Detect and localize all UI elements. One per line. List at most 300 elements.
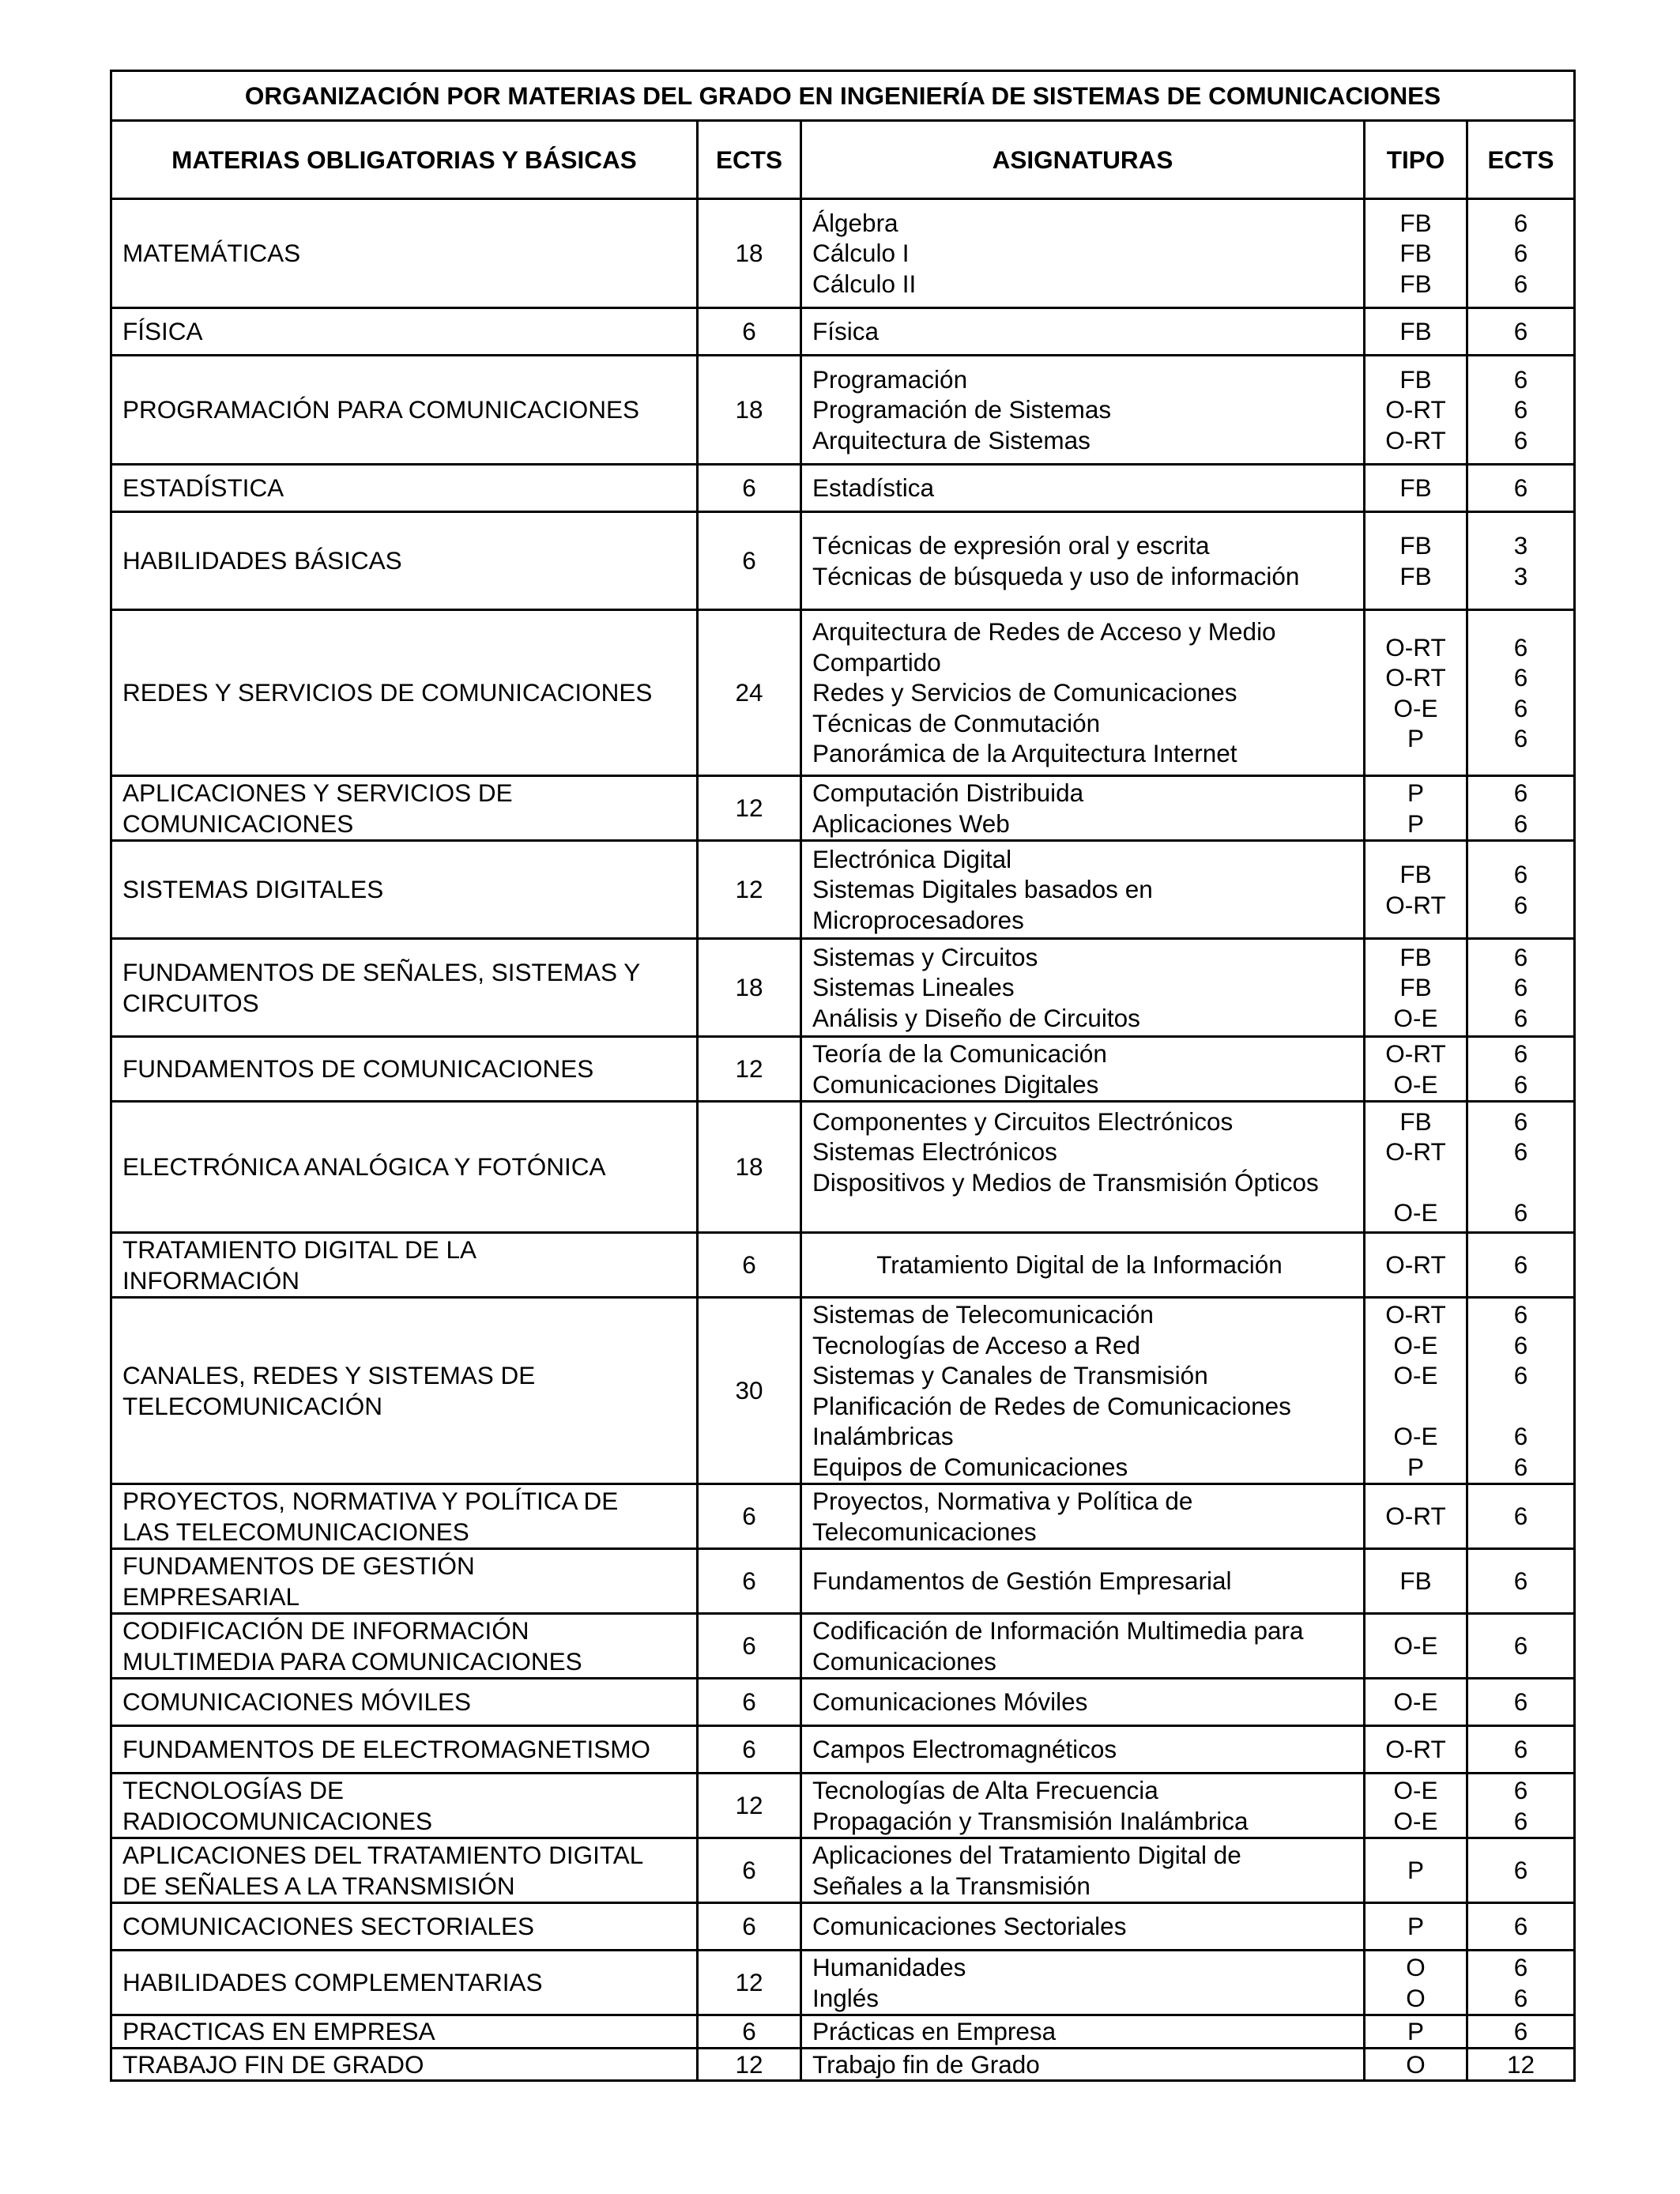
tipo-value: FB <box>1399 942 1432 971</box>
table-row <box>111 776 1575 841</box>
header-asignaturas: ASIGNATURAS <box>801 121 1365 199</box>
asignaturas-cell <box>801 1903 1365 1951</box>
asignaturas-cell <box>801 1679 1365 1726</box>
asignatura-ects: 6 <box>1513 1776 1528 1804</box>
materia-ects: 30 <box>698 1298 801 1484</box>
materia-name: CANALES, REDES Y SISTEMAS DE <box>122 1361 536 1389</box>
asignatura-ects: 6 <box>1513 1137 1528 1166</box>
table-body <box>111 199 1575 2081</box>
asignaturas-cell <box>801 1951 1365 2015</box>
tipo-cell <box>1365 939 1467 1037</box>
tipo-value: O-RT <box>1385 425 1446 454</box>
materia-name: FÍSICA <box>122 317 203 346</box>
asignatura-name: Técnicas de Conmutación <box>812 708 1101 737</box>
asignatura-name: Aplicaciones del Tratamiento Digital de <box>812 1841 1241 1869</box>
tipo-value: P <box>1407 1452 1424 1481</box>
tipo-cell <box>1365 841 1467 939</box>
asignatura-ects: 6 <box>1513 809 1528 838</box>
asignatura-name: Programación de Sistemas <box>812 395 1112 424</box>
asignatura-ects: 6 <box>1513 1250 1528 1280</box>
tipo-value: FB <box>1399 208 1432 237</box>
asignaturas-cell <box>801 1484 1365 1549</box>
asignatura-ects: 6 <box>1513 942 1528 971</box>
tipo-value: O <box>1406 1983 1426 2012</box>
materia-name: APLICACIONES DEL TRATAMIENTO DIGITAL <box>122 1841 644 1869</box>
asignatura-name: Sistemas y Canales de Transmisión <box>812 1361 1208 1389</box>
asignatura-ects: 6 <box>1513 1452 1528 1481</box>
table-row <box>111 1102 1575 1233</box>
materia-cell <box>111 939 698 1037</box>
asignatura-ects: 6 <box>1513 239 1528 268</box>
tipo-cell <box>1365 1037 1467 1102</box>
tipo-cell <box>1365 2015 1467 2049</box>
tipo-value: P <box>1407 1912 1424 1941</box>
asignatura-ects: 6 <box>1513 632 1528 662</box>
materia-name: ESTADÍSTICA <box>122 473 284 503</box>
asignatura-name: Sistemas Digitales basados en <box>812 875 1153 904</box>
tipo-value: O-E <box>1393 1003 1438 1032</box>
tipo-value: FB <box>1399 973 1432 1002</box>
asignatura-name: Cálculo I <box>812 239 910 268</box>
materia-name: MATEMÁTICAS <box>122 239 301 268</box>
asignatura-ects-cell <box>1467 465 1575 512</box>
materia-name: HABILIDADES BÁSICAS <box>122 546 402 575</box>
materia-cell <box>111 512 698 610</box>
table-row <box>111 199 1575 308</box>
asignatura-name: Sistemas Lineales <box>812 973 1015 1002</box>
tipo-value: O <box>1406 2049 1426 2079</box>
table-title: ORGANIZACIÓN POR MATERIAS DEL GRADO EN INGENIERÍA DE SISTEMAS DE COMUNICACIONES <box>111 71 1575 121</box>
materia-name: ELECTRÓNICA ANALÓGICA Y FOTÓNICA <box>122 1152 606 1182</box>
asignatura-name: Comunicaciones Digitales <box>812 1069 1099 1099</box>
materia-name: SISTEMAS DIGITALES <box>122 875 384 904</box>
tipo-value: O-E <box>1393 1776 1438 1804</box>
asignatura-name: Fundamentos de Gestión Empresarial <box>812 1566 1232 1596</box>
asignaturas-cell <box>801 2048 1365 2081</box>
asignatura-ects-cell <box>1467 1484 1575 1549</box>
tipo-value: O-E <box>1393 1069 1438 1099</box>
materia-ects: 6 <box>698 1726 801 1774</box>
asignatura-name: Tecnologías de Acceso a Red <box>812 1330 1141 1359</box>
tipo-cell <box>1365 1298 1467 1484</box>
asignatura-ects: 6 <box>1513 663 1528 692</box>
materia-name: MULTIMEDIA PARA COMUNICACIONES <box>122 1646 582 1676</box>
materia-cell <box>111 2015 698 2049</box>
tipo-cell <box>1365 465 1467 512</box>
tipo-value: FB <box>1399 1106 1432 1136</box>
tipo-value: FB <box>1399 860 1432 888</box>
asignaturas-cell <box>801 1102 1365 1233</box>
materia-ects: 12 <box>698 776 801 841</box>
tipo-value: O-E <box>1393 1687 1438 1717</box>
tipo-cell <box>1365 1484 1467 1549</box>
table-row <box>111 1233 1575 1298</box>
asignatura-ects-cell <box>1467 1903 1575 1951</box>
asignatura-ects-cell <box>1467 1037 1575 1102</box>
asignatura-ects-cell <box>1467 939 1575 1037</box>
asignatura-ects-cell <box>1467 356 1575 465</box>
materia-ects: 12 <box>698 841 801 939</box>
tipo-cell <box>1365 1549 1467 1614</box>
asignatura-name: Computación Distribuida <box>812 778 1084 807</box>
table-row <box>111 1726 1575 1774</box>
materia-name: DE SEÑALES A LA TRANSMISIÓN <box>122 1871 515 1900</box>
materia-cell <box>111 1298 698 1484</box>
tipo-value: O-RT <box>1385 632 1446 662</box>
tipo-value: O-E <box>1393 1806 1438 1835</box>
asignatura-ects: 6 <box>1513 1039 1528 1068</box>
asignatura-name: Propagación y Transmisión Inalámbrica <box>812 1806 1249 1835</box>
materia-name: TRATAMIENTO DIGITAL DE LA <box>122 1235 477 1264</box>
tipo-cell <box>1365 1679 1467 1726</box>
header-ects-asignatura: ECTS <box>1467 121 1575 199</box>
materia-cell <box>111 465 698 512</box>
asignatura-ects: 6 <box>1513 1330 1528 1359</box>
title-row <box>111 71 1575 121</box>
tipo-value: FB <box>1399 531 1432 560</box>
asignatura-name: Tratamiento Digital de la Información <box>876 1250 1283 1280</box>
asignaturas-cell <box>801 465 1365 512</box>
asignatura-ects-cell <box>1467 1233 1575 1298</box>
asignaturas-cell <box>801 2015 1365 2049</box>
asignatura-ects-cell <box>1467 2048 1575 2081</box>
asignatura-ects: 6 <box>1513 473 1528 503</box>
asignatura-ects: 6 <box>1513 724 1528 752</box>
table-row <box>111 2048 1575 2081</box>
materia-cell <box>111 1838 698 1903</box>
asignatura-name: Trabajo fin de Grado <box>812 2049 1040 2079</box>
tipo-cell <box>1365 1233 1467 1298</box>
tipo-value: FB <box>1399 269 1432 298</box>
tipo-cell <box>1365 1774 1467 1838</box>
materia-name: INFORMACIÓN <box>122 1265 299 1295</box>
table-row <box>111 939 1575 1037</box>
asignatura-ects-cell <box>1467 1298 1575 1484</box>
asignaturas-cell <box>801 841 1365 939</box>
asignatura-ects: 6 <box>1513 1983 1528 2012</box>
asignatura-name: Planificación de Redes de Comunicaciones <box>812 1391 1291 1420</box>
asignaturas-cell <box>801 1838 1365 1903</box>
asignatura-name: Equipos de Comunicaciones <box>812 1452 1128 1481</box>
materia-ects: 6 <box>698 308 801 356</box>
tipo-value: P <box>1407 778 1424 807</box>
table-row <box>111 465 1575 512</box>
materia-name: REDES Y SERVICIOS DE COMUNICACIONES <box>122 678 653 707</box>
table-row <box>111 841 1575 939</box>
materia-cell <box>111 610 698 776</box>
asignatura-name: Análisis y Diseño de Circuitos <box>812 1003 1140 1032</box>
materia-ects: 6 <box>698 1549 801 1614</box>
tipo-cell <box>1365 1838 1467 1903</box>
asignaturas-cell <box>801 1298 1365 1484</box>
materia-name: FUNDAMENTOS DE GESTIÓN <box>122 1551 475 1580</box>
asignatura-name: Inalámbricas <box>812 1422 954 1450</box>
asignatura-ects: 6 <box>1513 1687 1528 1717</box>
materia-cell <box>111 2048 698 2081</box>
materia-name: FUNDAMENTOS DE SEÑALES, SISTEMAS Y <box>122 958 641 986</box>
asignatura-name: Componentes y Circuitos Electrónicos <box>812 1106 1234 1136</box>
asignatura-ects-cell <box>1467 1838 1575 1903</box>
tipo-cell <box>1365 356 1467 465</box>
tipo-value: FB <box>1399 317 1432 346</box>
materia-cell <box>111 1037 698 1102</box>
asignatura-name: Arquitectura de Redes de Acceso y Medio <box>812 617 1276 647</box>
asignatura-name: Álgebra <box>812 208 898 237</box>
tipo-value <box>1365 1391 1466 1422</box>
table-row <box>111 1298 1575 1484</box>
tipo-value: O-RT <box>1385 395 1446 424</box>
asignatura-name: Programación <box>812 364 968 394</box>
tipo-value: P <box>1407 2017 1424 2045</box>
materia-cell <box>111 1903 698 1951</box>
asignaturas-cell <box>801 1614 1365 1679</box>
table-row <box>111 356 1575 465</box>
asignatura-name: Comunicaciones <box>812 1646 996 1676</box>
tipo-value: FB <box>1399 473 1432 503</box>
materia-ects: 12 <box>698 1037 801 1102</box>
asignatura-ects: 6 <box>1513 1069 1528 1099</box>
header-materias: MATERIAS OBLIGATORIAS Y BÁSICAS <box>111 121 698 199</box>
asignatura-ects: 6 <box>1513 1912 1528 1941</box>
asignatura-name: Panorámica de la Arquitectura Internet <box>812 739 1237 768</box>
materia-ects: 12 <box>698 2048 801 2081</box>
materia-ects: 12 <box>698 1951 801 2015</box>
asignatura-name: Comunicaciones Móviles <box>812 1687 1088 1717</box>
tipo-value: P <box>1407 809 1424 838</box>
asignatura-ects: 6 <box>1513 395 1528 424</box>
materia-ects: 6 <box>698 512 801 610</box>
asignaturas-cell <box>801 512 1365 610</box>
table-row <box>111 1484 1575 1549</box>
materia-name: CIRCUITOS <box>122 988 259 1017</box>
asignatura-name: Teoría de la Comunicación <box>812 1039 1107 1068</box>
tipo-value: P <box>1407 724 1424 752</box>
asignatura-name: Técnicas de expresión oral y escrita <box>812 531 1210 560</box>
asignatura-ects: 6 <box>1513 208 1528 237</box>
tipo-value <box>1365 1167 1466 1198</box>
materia-ects: 18 <box>698 939 801 1037</box>
asignatura-ects-cell <box>1467 308 1575 356</box>
asignatura-name: Señales a la Transmisión <box>812 1871 1090 1900</box>
materia-name: PROGRAMACIÓN PARA COMUNICACIONES <box>122 395 639 424</box>
subjects-table <box>110 70 1576 2082</box>
materia-name: COMUNICACIONES MÓVILES <box>122 1687 472 1717</box>
tipo-value: O-E <box>1393 693 1438 722</box>
table-row <box>111 1774 1575 1838</box>
table-row <box>111 1679 1575 1726</box>
table-row <box>111 610 1575 776</box>
tipo-cell <box>1365 199 1467 308</box>
tipo-value: O-RT <box>1385 1137 1446 1166</box>
materia-name: COMUNICACIONES <box>122 809 354 838</box>
tipo-value: O-E <box>1393 1198 1438 1227</box>
asignatura-name: Arquitectura de Sistemas <box>812 425 1090 454</box>
asignatura-name: Proyectos, Normativa y Política de <box>812 1487 1193 1515</box>
materia-name: APLICACIONES Y SERVICIOS DE <box>122 778 513 807</box>
materia-ects: 24 <box>698 610 801 776</box>
asignatura-name: Electrónica Digital <box>812 844 1012 873</box>
asignatura-ects-cell <box>1467 1614 1575 1679</box>
tipo-value: FB <box>1399 364 1432 394</box>
materia-name: PROYECTOS, NORMATIVA Y POLÍTICA DE <box>122 1487 619 1515</box>
asignatura-name: Estadística <box>812 473 935 503</box>
tipo-value: O-RT <box>1385 1039 1446 1068</box>
asignatura-ects: 6 <box>1513 973 1528 1002</box>
asignaturas-cell <box>801 1037 1365 1102</box>
tipo-cell <box>1365 1102 1467 1233</box>
asignatura-name: Cálculo II <box>812 269 917 298</box>
asignatura-name: Prácticas en Empresa <box>812 2017 1057 2045</box>
asignatura-name: Campos Electromagnéticos <box>812 1735 1117 1764</box>
tipo-value: O-E <box>1393 1330 1438 1359</box>
asignatura-name: Física <box>812 317 880 346</box>
materia-name: HABILIDADES COMPLEMENTARIAS <box>122 1968 543 1997</box>
materia-name: TRABAJO FIN DE GRADO <box>122 2049 424 2079</box>
tipo-value: O-E <box>1393 1631 1438 1661</box>
materia-ects: 6 <box>698 465 801 512</box>
asignatura-name: Redes y Servicios de Comunicaciones <box>812 678 1237 707</box>
table-row <box>111 1903 1575 1951</box>
asignatura-ects: 6 <box>1513 1003 1528 1032</box>
asignatura-ects: 6 <box>1513 860 1528 888</box>
table-row <box>111 2015 1575 2049</box>
tipo-cell <box>1365 2048 1467 2081</box>
asignatura-ects: 6 <box>1513 1631 1528 1661</box>
materia-cell <box>111 1549 698 1614</box>
asignaturas-cell <box>801 1549 1365 1614</box>
asignatura-ects-cell <box>1467 199 1575 308</box>
asignatura-ects <box>1468 1391 1573 1422</box>
asignatura-ects: 6 <box>1513 1806 1528 1835</box>
asignatura-ects: 6 <box>1513 1106 1528 1136</box>
tipo-value: FB <box>1399 239 1432 268</box>
asignatura-ects: 6 <box>1513 1361 1528 1389</box>
tipo-value: O <box>1406 1953 1426 1981</box>
asignatura-ects: 6 <box>1513 1735 1528 1764</box>
materia-name: EMPRESARIAL <box>122 1581 300 1611</box>
asignatura-ects: 6 <box>1513 778 1528 807</box>
asignatura-ects: 12 <box>1506 2049 1535 2079</box>
materia-cell <box>111 356 698 465</box>
materia-cell <box>111 1951 698 2015</box>
materia-cell <box>111 841 698 939</box>
materia-ects: 6 <box>698 1679 801 1726</box>
table-row <box>111 1838 1575 1903</box>
materia-ects: 6 <box>698 1614 801 1679</box>
materia-ects: 18 <box>698 1102 801 1233</box>
asignatura-name: Telecomunicaciones <box>812 1517 1037 1546</box>
materia-name: COMUNICACIONES SECTORIALES <box>122 1912 535 1941</box>
materia-name: FUNDAMENTOS DE COMUNICACIONES <box>122 1054 594 1084</box>
asignatura-ects: 3 <box>1513 531 1528 560</box>
tipo-cell <box>1365 512 1467 610</box>
asignaturas-cell <box>801 939 1365 1037</box>
tipo-cell <box>1365 610 1467 776</box>
materia-cell <box>111 1484 698 1549</box>
asignatura-name: Aplicaciones Web <box>812 809 1010 838</box>
table-row <box>111 1614 1575 1679</box>
asignaturas-cell <box>801 1233 1365 1298</box>
asignatura-ects: 6 <box>1513 1856 1528 1885</box>
asignatura-ects: 6 <box>1513 2017 1528 2045</box>
materia-name: TELECOMUNICACIÓN <box>122 1391 383 1420</box>
asignatura-name: Dispositivos y Medios de Transmisión Ópticos <box>812 1167 1319 1197</box>
asignatura-ects-cell <box>1467 841 1575 939</box>
materia-name: TECNOLOGÍAS DE <box>122 1776 345 1804</box>
asignatura-ects: 6 <box>1513 269 1528 298</box>
asignatura-ects: 6 <box>1513 317 1528 346</box>
asignatura-name: Compartido <box>812 647 941 677</box>
tipo-value: O-RT <box>1385 890 1446 919</box>
materia-cell <box>111 776 698 841</box>
asignatura-name: Tecnologías de Alta Frecuencia <box>812 1776 1158 1804</box>
tipo-cell <box>1365 1903 1467 1951</box>
asignatura-name: Humanidades <box>812 1953 966 1981</box>
materia-name: CODIFICACIÓN DE INFORMACIÓN <box>122 1616 529 1645</box>
asignatura-ects: 6 <box>1513 1422 1528 1450</box>
materia-cell <box>111 1233 698 1298</box>
tipo-cell <box>1365 1614 1467 1679</box>
materia-cell <box>111 308 698 356</box>
asignatura-name: Sistemas y Circuitos <box>812 942 1038 971</box>
header-ects: ECTS <box>698 121 801 199</box>
asignatura-name <box>812 1197 1357 1228</box>
tipo-value: O-RT <box>1385 1300 1446 1329</box>
tipo-cell <box>1365 308 1467 356</box>
tipo-cell <box>1365 1726 1467 1774</box>
table-row <box>111 1037 1575 1102</box>
asignatura-ects <box>1468 1167 1573 1198</box>
materia-name: LAS TELECOMUNICACIONES <box>122 1517 469 1546</box>
tipo-value: O-E <box>1393 1361 1438 1389</box>
asignaturas-cell <box>801 1774 1365 1838</box>
document-page <box>110 70 1573 2082</box>
materia-ects: 6 <box>698 1484 801 1549</box>
materia-name: FUNDAMENTOS DE ELECTROMAGNETISMO <box>122 1735 650 1764</box>
asignatura-ects-cell <box>1467 1679 1575 1726</box>
asignaturas-cell <box>801 356 1365 465</box>
asignaturas-cell <box>801 1726 1365 1774</box>
asignatura-ects: 6 <box>1513 1566 1528 1596</box>
tipo-value: O-E <box>1393 1422 1438 1450</box>
table-row <box>111 512 1575 610</box>
materia-ects: 6 <box>698 1233 801 1298</box>
materia-cell <box>111 1774 698 1838</box>
materia-ects: 12 <box>698 1774 801 1838</box>
asignatura-name: Inglés <box>812 1983 880 2012</box>
asignatura-name: Sistemas de Telecomunicación <box>812 1300 1154 1329</box>
asignatura-ects: 6 <box>1513 1300 1528 1329</box>
asignatura-ects-cell <box>1467 1951 1575 2015</box>
asignatura-ects: 6 <box>1513 425 1528 454</box>
materia-cell <box>111 1679 698 1726</box>
asignatura-name: Codificación de Información Multimedia para <box>812 1616 1304 1645</box>
materia-ects: 6 <box>698 1903 801 1951</box>
materia-cell <box>111 1102 698 1233</box>
asignatura-name: Sistemas Electrónicos <box>812 1137 1057 1166</box>
asignatura-name: Microprocesadores <box>812 905 1024 934</box>
asignatura-ects: 6 <box>1513 1502 1528 1531</box>
tipo-value: FB <box>1399 1566 1432 1596</box>
asignatura-ects: 6 <box>1513 1953 1528 1981</box>
materia-cell <box>111 1614 698 1679</box>
asignatura-ects: 6 <box>1513 890 1528 919</box>
tipo-value: O-RT <box>1385 663 1446 692</box>
materia-cell <box>111 199 698 308</box>
asignaturas-cell <box>801 199 1365 308</box>
table-row <box>111 1951 1575 2015</box>
asignatura-ects-cell <box>1467 512 1575 610</box>
